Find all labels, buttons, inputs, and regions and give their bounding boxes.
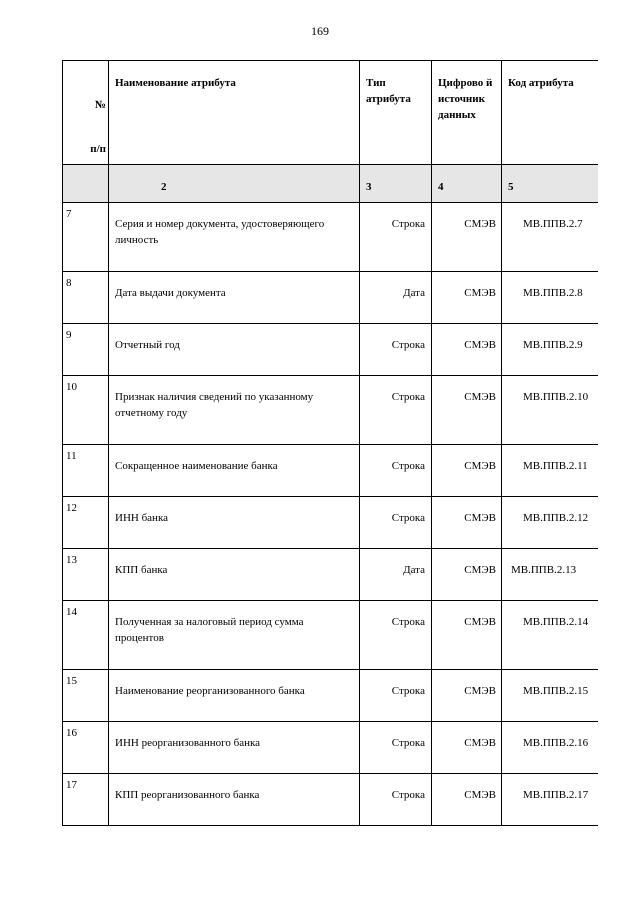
row-number-cell <box>63 774 109 826</box>
attribute-code-cell <box>502 549 599 601</box>
table-row <box>63 376 599 445</box>
header-data-source: Цифрово й источник данных <box>432 61 502 165</box>
attribute-type: Строка <box>391 789 425 801</box>
attribute-type: Строка <box>391 737 425 749</box>
attribute-code-cell <box>502 722 599 774</box>
attribute-type: Строка <box>391 391 425 403</box>
table-row <box>63 203 599 272</box>
attribute-code-cell <box>502 774 599 826</box>
data-source-cell <box>432 324 502 376</box>
attribute-name-cell <box>109 670 360 722</box>
row-number: 17 <box>66 779 77 791</box>
column-index-4: 4 <box>432 165 502 203</box>
table-row <box>63 272 599 324</box>
table-row <box>63 549 599 601</box>
row-number-cell <box>63 376 109 445</box>
attribute-name: КПП банка <box>115 564 168 576</box>
attribute-name: Признак наличия сведений по указанному отчетному году <box>115 391 314 419</box>
row-number: 13 <box>66 554 77 566</box>
attribute-type-cell <box>360 601 432 670</box>
attribute-code-cell <box>502 445 599 497</box>
attribute-code: МВ.ППВ.2.9 <box>523 339 583 351</box>
attributes-table <box>62 60 598 826</box>
attribute-type-cell <box>360 272 432 324</box>
attribute-code: МВ.ППВ.2.17 <box>523 789 589 801</box>
attribute-type: Дата <box>403 564 425 576</box>
attribute-type: Строка <box>391 218 425 230</box>
attribute-code: МВ.ППВ.2.8 <box>523 287 583 299</box>
row-number: 7 <box>66 208 72 220</box>
attribute-type: Строка <box>391 339 425 351</box>
data-source-cell <box>432 722 502 774</box>
header-number-sub: п/п <box>90 143 106 155</box>
attribute-name: ИНН банка <box>115 512 169 524</box>
row-number: 11 <box>66 450 77 462</box>
attribute-type: Строка <box>391 460 425 472</box>
attribute-code: МВ.ППВ.2.10 <box>523 391 589 403</box>
attribute-type-cell <box>360 324 432 376</box>
header-number <box>63 61 109 165</box>
attribute-name-cell <box>109 203 360 272</box>
attribute-type-cell <box>360 670 432 722</box>
attribute-type: Дата <box>403 287 425 299</box>
attribute-type-cell <box>360 203 432 272</box>
table-row <box>63 445 599 497</box>
row-number: 14 <box>66 606 77 618</box>
data-source: СМЭВ <box>464 512 496 524</box>
row-number-cell <box>63 722 109 774</box>
header-attribute-name: Наименование атрибута <box>109 61 360 165</box>
table-row <box>63 497 599 549</box>
row-number: 15 <box>66 675 77 687</box>
data-source: СМЭВ <box>464 339 496 351</box>
attribute-code-cell <box>502 272 599 324</box>
attribute-code-cell <box>502 324 599 376</box>
attribute-name: Отчетный год <box>115 339 180 351</box>
attribute-type-cell <box>360 774 432 826</box>
data-source-cell <box>432 774 502 826</box>
attribute-type: Строка <box>391 685 425 697</box>
attribute-type-cell <box>360 549 432 601</box>
data-source: СМЭВ <box>464 564 496 576</box>
data-source-cell <box>432 601 502 670</box>
attribute-type-cell <box>360 722 432 774</box>
row-number: 16 <box>66 727 77 739</box>
attribute-name-cell <box>109 774 360 826</box>
attribute-code-cell <box>502 497 599 549</box>
column-index-2: 2 <box>109 165 360 203</box>
row-number-cell <box>63 203 109 272</box>
row-number: 12 <box>66 502 77 514</box>
row-number: 10 <box>66 381 77 393</box>
header-attribute-type: Тип атрибута <box>360 61 432 165</box>
attribute-name-cell <box>109 445 360 497</box>
row-number-cell <box>63 445 109 497</box>
row-number: 9 <box>66 329 72 341</box>
attribute-code-cell <box>502 376 599 445</box>
attribute-name-cell <box>109 376 360 445</box>
data-source: СМЭВ <box>464 460 496 472</box>
data-source: СМЭВ <box>464 616 496 628</box>
attribute-code-cell <box>502 601 599 670</box>
data-source-cell <box>432 445 502 497</box>
attribute-name-cell <box>109 601 360 670</box>
data-source: СМЭВ <box>464 391 496 403</box>
attribute-name: Полученная за налоговый период сумма процентов <box>115 616 304 644</box>
data-source: СМЭВ <box>464 287 496 299</box>
attribute-name-cell <box>109 722 360 774</box>
row-number-cell <box>63 670 109 722</box>
row-number-cell <box>63 549 109 601</box>
table-row <box>63 722 599 774</box>
data-source: СМЭВ <box>464 789 496 801</box>
data-source-cell <box>432 549 502 601</box>
row-number-cell <box>63 601 109 670</box>
attribute-name: КПП реорганизованного банка <box>115 789 260 801</box>
data-source-cell <box>432 376 502 445</box>
attribute-name: Дата выдачи документа <box>115 287 226 299</box>
attribute-name: ИНН реорганизованного банка <box>115 737 261 749</box>
data-source: СМЭВ <box>464 218 496 230</box>
header-attribute-code: Код атрибута <box>502 61 599 165</box>
table-row <box>63 774 599 826</box>
column-index-empty <box>63 165 109 203</box>
row-number-cell <box>63 324 109 376</box>
attribute-name: Сокращенное наименование банка <box>115 460 278 472</box>
attribute-name: Наименование реорганизованного банка <box>115 685 305 697</box>
row-number-cell <box>63 497 109 549</box>
column-index-5: 5 <box>502 165 599 203</box>
attribute-name-cell <box>109 324 360 376</box>
attribute-type: Строка <box>391 512 425 524</box>
attribute-name: Серия и номер документа, удостоверяющего личность <box>115 218 325 246</box>
attribute-code: МВ.ППВ.2.7 <box>523 218 583 230</box>
attribute-type: Строка <box>391 616 425 628</box>
data-source-cell <box>432 497 502 549</box>
attributes-table-container <box>62 60 598 826</box>
data-source-cell <box>432 670 502 722</box>
attribute-type-cell <box>360 445 432 497</box>
attribute-name-cell <box>109 497 360 549</box>
row-number-cell <box>63 272 109 324</box>
data-source: СМЭВ <box>464 737 496 749</box>
attribute-type-cell <box>360 376 432 445</box>
attribute-code: МВ.ППВ.2.15 <box>523 685 589 697</box>
page-number: 169 <box>311 24 329 38</box>
attribute-code: МВ.ППВ.2.12 <box>523 512 589 524</box>
column-index-row <box>63 165 599 203</box>
data-source-cell <box>432 203 502 272</box>
table-row <box>63 601 599 670</box>
attribute-code: МВ.ППВ.2.11 <box>523 460 588 472</box>
row-number: 8 <box>66 277 72 289</box>
data-source-cell <box>432 272 502 324</box>
attribute-code: МВ.ППВ.2.16 <box>523 737 589 749</box>
attribute-code-cell <box>502 203 599 272</box>
attribute-code-cell <box>502 670 599 722</box>
attribute-name-cell <box>109 272 360 324</box>
column-index-3: 3 <box>360 165 432 203</box>
table-row <box>63 670 599 722</box>
attribute-code: МВ.ППВ.2.13 <box>511 564 577 576</box>
table-header-row <box>63 61 599 165</box>
data-source: СМЭВ <box>464 685 496 697</box>
header-number-symbol: № <box>94 99 106 111</box>
attribute-name-cell <box>109 549 360 601</box>
table-row <box>63 324 599 376</box>
attribute-code: МВ.ППВ.2.14 <box>523 616 589 628</box>
attribute-type-cell <box>360 497 432 549</box>
